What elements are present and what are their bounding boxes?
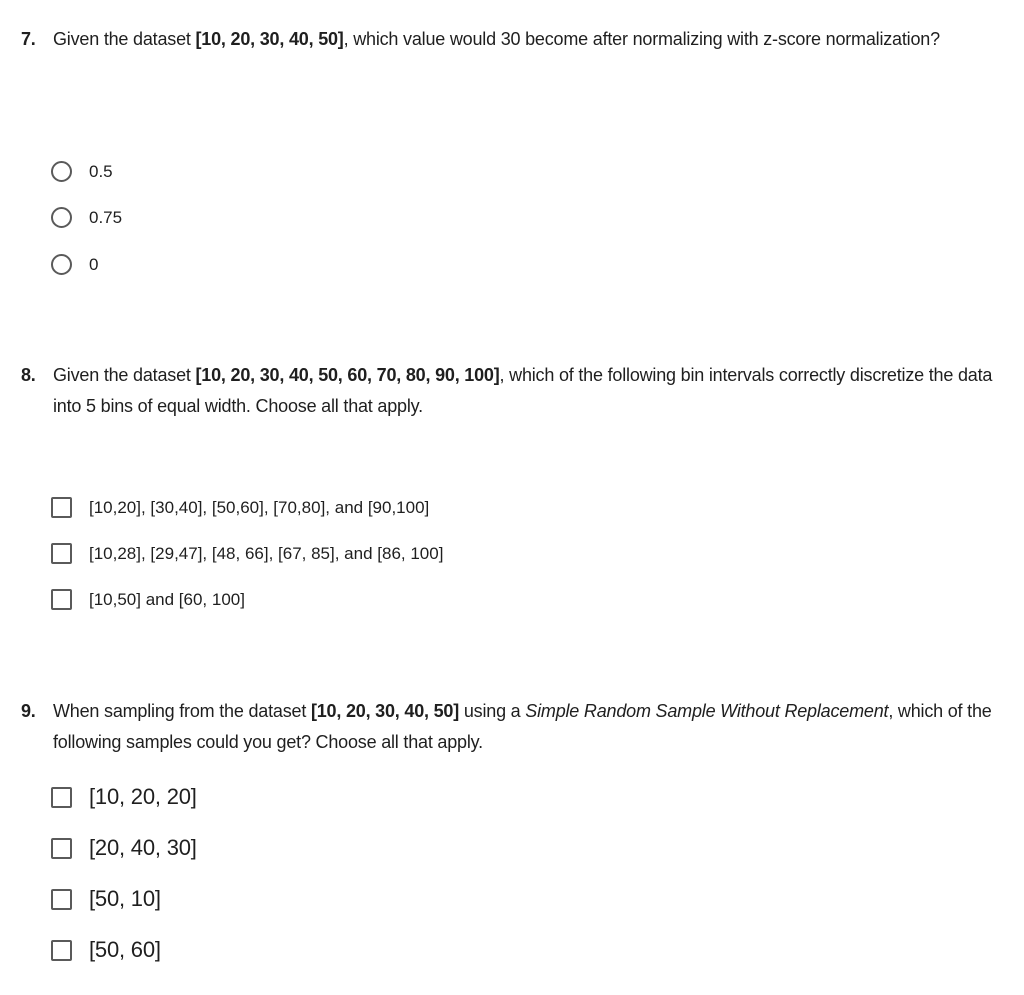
checkbox[interactable]: [51, 889, 72, 910]
checkbox[interactable]: [51, 543, 72, 564]
q8-option-checkbox[interactable]: [51, 497, 429, 518]
q9-option-checkbox[interactable]: [51, 784, 197, 810]
q7-option-radio[interactable]: [51, 161, 113, 182]
question-number: 8.: [21, 365, 36, 385]
option-label: [50, 60]: [89, 937, 161, 962]
checkbox[interactable]: [51, 940, 72, 961]
question-9-prompt: [0, 696, 1024, 758]
radio-button[interactable]: [51, 254, 72, 275]
option-label: 0.75: [89, 207, 123, 227]
question-number: 9.: [21, 701, 36, 721]
q7-option-radio[interactable]: [51, 254, 98, 275]
option-label: [10,50] and [60, 100]: [89, 589, 245, 609]
q7-option-radio[interactable]: [51, 207, 122, 228]
question-text: Given the dataset [10, 20, 30, 40, 50], which value would 30 become after normalizing with z-score normalization?: [53, 29, 940, 49]
q9-option-checkbox[interactable]: [51, 835, 197, 861]
option-label: [10,20], [30,40], [50,60], [70,80], and [90,100]: [89, 497, 430, 517]
checkbox[interactable]: [51, 497, 72, 518]
question-number: 7.: [21, 29, 36, 49]
question-9: [0, 696, 1024, 758]
question-text: When sampling from the dataset [10, 20, 30, 40, 50] using a Simple Random Sample Without Replacement, which of the following samples could you get? Choose all that apply.: [53, 701, 992, 752]
option-label: [50, 10]: [89, 886, 161, 911]
q9-option-checkbox[interactable]: [51, 937, 161, 963]
question-text: Given the dataset [10, 20, 30, 40, 50, 60, 70, 80, 90, 100], which of the following bin intervals correctly discretize the data into 5 bins of equal width. Choose all that apply.: [53, 365, 993, 416]
option-label: [10, 20, 20]: [89, 784, 197, 809]
q8-option-checkbox[interactable]: [51, 543, 443, 564]
option-label: [20, 40, 30]: [89, 835, 197, 860]
radio-button[interactable]: [51, 161, 72, 182]
question-8: [0, 360, 1024, 422]
option-label: 0.5: [89, 161, 113, 181]
question-7-prompt: [0, 24, 1024, 55]
checkbox[interactable]: [51, 787, 72, 808]
option-label: [10,28], [29,47], [48, 66], [67, 85], and [86, 100]: [89, 543, 444, 563]
radio-button[interactable]: [51, 207, 72, 228]
q9-option-checkbox[interactable]: [51, 886, 161, 912]
q8-option-checkbox[interactable]: [51, 589, 245, 610]
checkbox[interactable]: [51, 589, 72, 610]
option-label: 0: [89, 254, 99, 274]
question-8-prompt: [0, 360, 1024, 422]
checkbox[interactable]: [51, 838, 72, 859]
question-7: [0, 24, 1024, 55]
